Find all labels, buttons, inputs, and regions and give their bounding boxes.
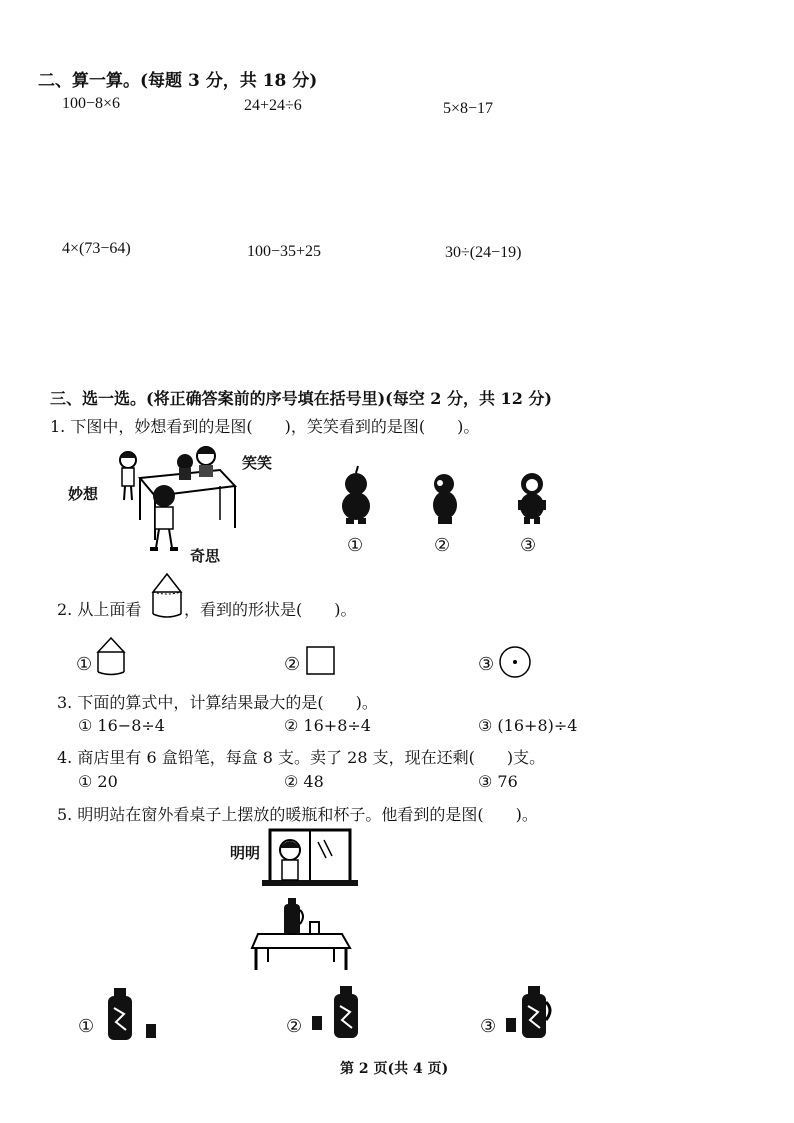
cone-cylinder-shape-icon — [150, 572, 184, 620]
calc-problem-5: 100−35+25 — [247, 243, 322, 260]
q5-option-1: ① — [78, 1016, 95, 1037]
q4-option-1: ① 20 — [78, 772, 118, 791]
window-table-illustration — [250, 828, 360, 978]
section-3-heading: 三、选一选。(将正确答案前的序号填在括号里)(每空 2 分，共 12 分) — [50, 389, 552, 408]
thermos-cup-behind-icon — [500, 982, 560, 1042]
calc-problem-6: 30÷(24−19) — [445, 244, 522, 261]
q2-option-3: ③ — [478, 654, 495, 675]
q5-option-3: ③ — [480, 1016, 497, 1037]
q1-option-2: ② — [434, 535, 451, 556]
question-1-text: 1. 下图中，妙想看到的是图( )，笑笑看到的是图( )。 — [50, 417, 480, 436]
calc-problem-1: 100−8×6 — [62, 95, 121, 112]
q3-option-3: ③ (16+8)÷4 — [478, 716, 578, 735]
label-mingming: 明明 — [230, 844, 261, 862]
doll-back-view-icon — [338, 470, 378, 530]
cone-cylinder-option-icon — [96, 636, 126, 678]
q2-option-1: ① — [76, 654, 93, 675]
circle-dot-option-icon — [498, 645, 534, 681]
section-2-heading: 二、算一算。(每题 3 分，共 18 分) — [38, 71, 318, 91]
calc-problem-4: 4×(73−64) — [62, 240, 131, 257]
label-xiaoxiao: 笑笑 — [242, 454, 273, 472]
thermos-cup-right-icon — [104, 984, 164, 1044]
page-footer: 第 2 页(共 4 页) — [340, 1061, 449, 1077]
question-3-text: 3. 下面的算式中，计算结果最大的是( )。 — [57, 693, 378, 712]
q5-option-2: ② — [286, 1016, 303, 1037]
q2-option-2: ② — [284, 654, 301, 675]
q4-option-3: ③ 76 — [478, 772, 518, 791]
q3-option-1: ① 16−8÷4 — [78, 716, 165, 735]
q1-option-1: ① — [347, 535, 364, 556]
calc-problem-2: 24+24÷6 — [244, 97, 302, 114]
doll-side-view-icon — [428, 470, 468, 530]
thermos-cup-left-icon — [308, 982, 368, 1042]
label-qisi: 奇思 — [190, 547, 221, 565]
question-2-text-before: 2. 从上面看 — [57, 600, 142, 619]
doll-front-view-icon — [514, 470, 554, 530]
question-5-text: 5. 明明站在窗外看桌子上摆放的暖瓶和杯子。他看到的是图( )。 — [57, 805, 538, 824]
question-4-text: 4. 商店里有 6 盒铅笔，每盒 8 支。卖了 28 支，现在还剩( )支。 — [57, 748, 546, 767]
square-option-icon — [306, 646, 336, 676]
q4-option-2: ② 48 — [284, 772, 324, 791]
label-miaoxiang: 妙想 — [68, 485, 99, 503]
q1-option-3: ③ — [520, 535, 537, 556]
question-2-text-after: ，看到的形状是( )。 — [184, 600, 357, 619]
calc-problem-3: 5×8−17 — [443, 100, 494, 117]
q3-option-2: ② 16+8÷4 — [284, 716, 371, 735]
